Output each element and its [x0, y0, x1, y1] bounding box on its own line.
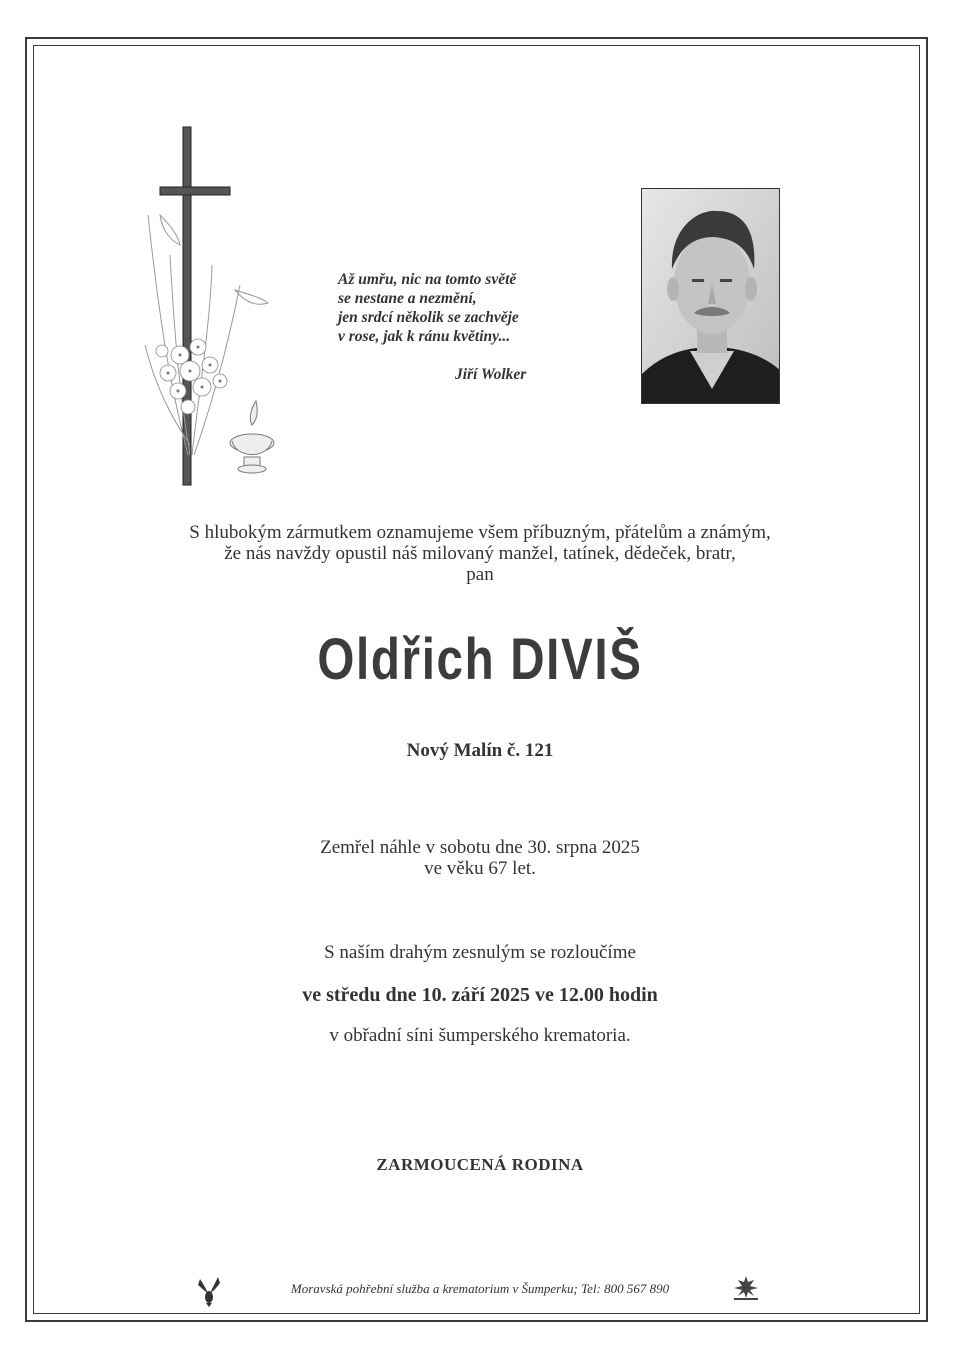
footer-text: Moravská pohřební služba a krematorium v Šumperku; Tel: 800 567 890	[290, 1281, 670, 1296]
quote-author: Jiří Wolker	[455, 366, 527, 383]
death-info	[0, 837, 960, 879]
farewell-place: v obřadní síni šumperského krematoria.	[329, 1025, 631, 1046]
quote-line: v rose, jak k ránu květiny...	[338, 328, 511, 345]
quote-line: Až umřu, nic na tomto světě	[338, 271, 517, 288]
wreath-icon	[730, 1272, 762, 1302]
quote-line: jen srdcí několik se zachvěje	[338, 309, 519, 326]
announcement	[0, 522, 960, 585]
announcement-line: S hlubokým zármutkem oznamujeme všem příbuzným, přátelům a známým,	[189, 522, 771, 543]
announcement-line: že nás navždy opustil náš milovaný manžel, tatínek, dědeček, bratr,	[224, 543, 736, 564]
farewell-intro: S naším drahým zesnulým se rozloučíme	[324, 942, 636, 963]
deceased-address: Nový Malín č. 121	[406, 740, 554, 761]
death-info-line: ve věku 67 let.	[424, 858, 536, 879]
portrait-photo-icon	[642, 189, 780, 404]
cross-with-lilies-icon	[140, 125, 290, 490]
announcement-line: pan	[466, 564, 494, 585]
death-info-line: Zemřel náhle v sobotu dne 30. srpna 2025	[320, 837, 640, 858]
quote	[338, 270, 608, 346]
family-signature: ZARMOUCENÁ RODINA	[376, 1155, 584, 1174]
deceased-name: Oldřich DIVIŠ	[317, 627, 643, 692]
farewell-datetime: ve středu dne 10. září 2025 ve 12.00 hodin	[302, 984, 658, 1006]
portrait-photo	[641, 188, 780, 404]
quote-line: se nestane a nezmění,	[338, 290, 477, 307]
